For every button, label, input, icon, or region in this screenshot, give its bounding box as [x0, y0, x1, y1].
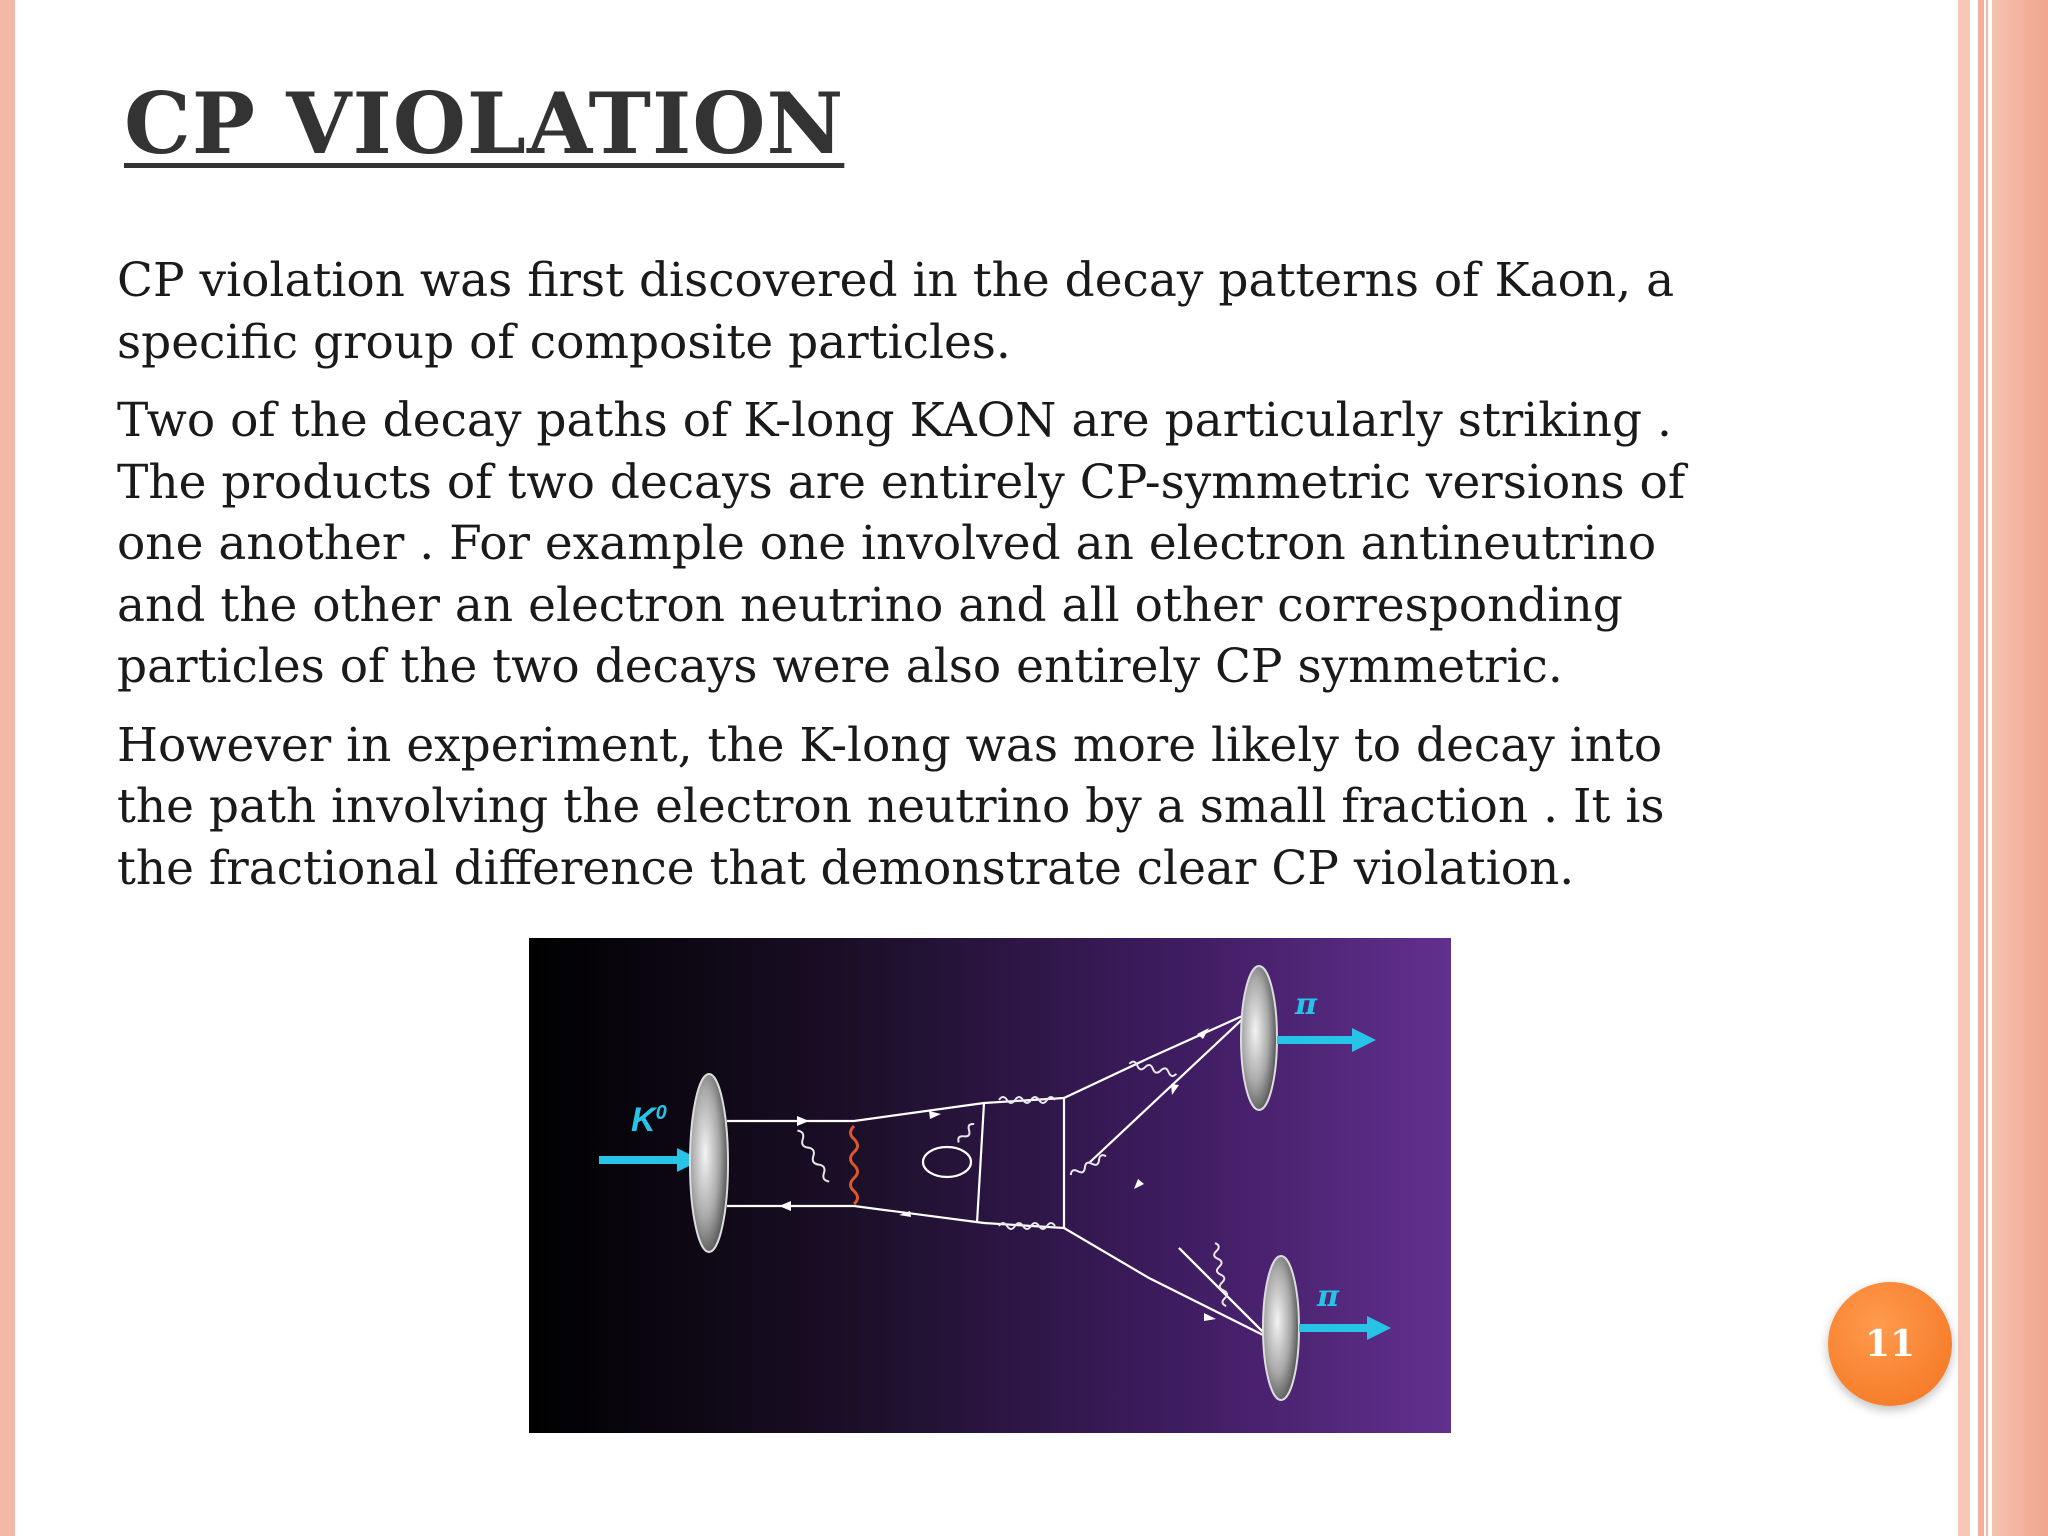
pion-label-top: π — [1295, 987, 1317, 1022]
slide-title: CP VIOLATION — [124, 74, 845, 173]
page-number: 11 — [1864, 1323, 1916, 1365]
pion-disc-top — [1241, 966, 1277, 1110]
paragraph-experiment: However in experiment, the K-long was more likely to decay into the path involving the electron neutrino by a small fraction . It is the fractional difference that demonstrate clear CP violation. — [117, 717, 1665, 896]
paragraph-discovery: CP violation was first discovered in the decay patterns of Kaon, a specific group of composite particles. — [117, 253, 1675, 370]
right-border-line — [1986, 0, 1988, 1536]
pion-label-bottom: π — [1317, 1279, 1339, 1314]
slide-body — [114, 250, 1714, 916]
left-border-bar — [0, 0, 15, 1536]
source-disc — [690, 1074, 728, 1252]
page-number-badge — [1828, 1282, 1952, 1406]
pion-disc-bottom — [1263, 1256, 1299, 1400]
right-border-stripe — [1978, 0, 1984, 1536]
kaon-decay-diagram — [529, 938, 1451, 1433]
right-border-band — [1992, 0, 2048, 1536]
paragraph-decay-paths: Two of the decay paths of K-long KAON are particularly striking . The products of two decays are entirely CP-symmetric versions of one another . For example one involved an electron antineutrino and the other an electron neutrino and all other corresponding particles of the two decays were also entirely CP symmetric. — [117, 393, 1686, 694]
right-border-stripe — [1958, 0, 1970, 1536]
kaon-label: $K^0$ — [631, 1101, 667, 1139]
